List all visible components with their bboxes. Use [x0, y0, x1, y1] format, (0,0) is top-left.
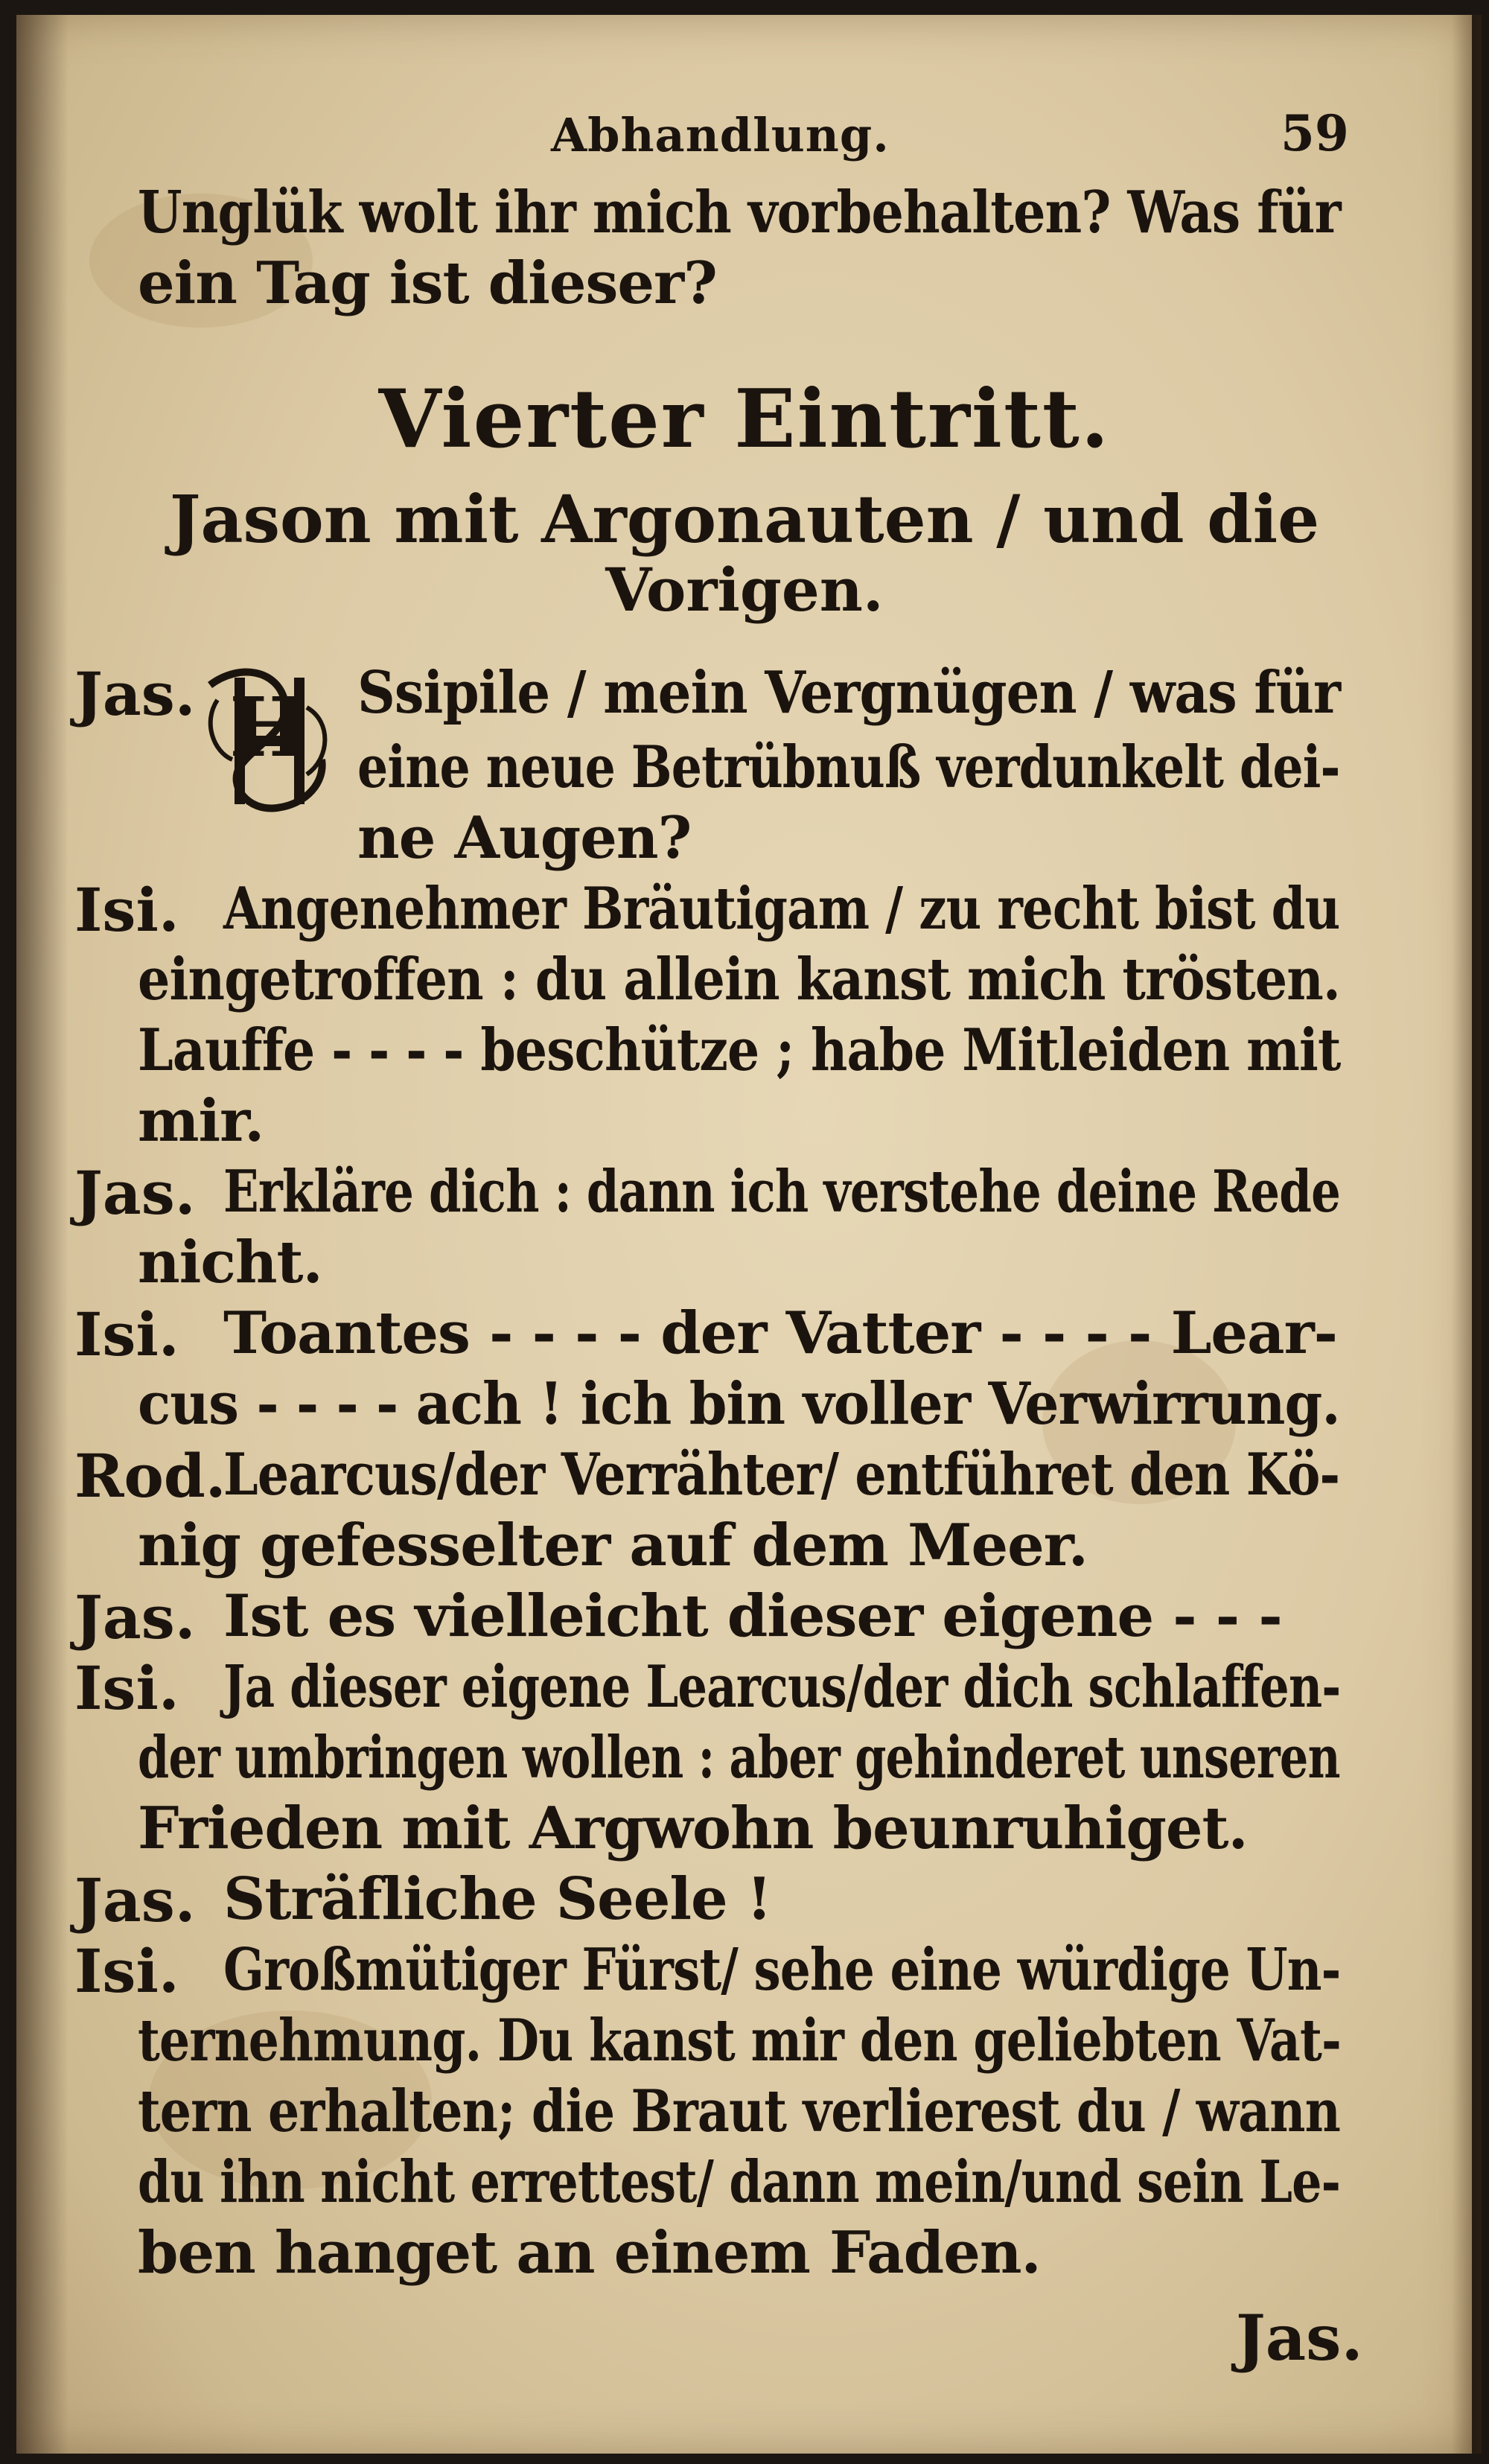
- dialogue-line: eine neue Betrübnuß verdunkelt dei-: [357, 733, 1340, 801]
- dialogue-line: Toantes - - - - der Vatter - - - - Lear-: [223, 1299, 1338, 1367]
- speaker-label: Jas.: [74, 659, 196, 729]
- speaker-label: Isi.: [74, 875, 179, 945]
- dialogue-line: Ssipile / mein Vergnügen / was für: [357, 659, 1341, 727]
- dialogue-line: tern erhalten; die Braut verlierest du / wann: [138, 2078, 1341, 2145]
- page-number: 59: [1281, 104, 1349, 162]
- text-line: ein Tag ist dieser?: [138, 249, 717, 317]
- decorated-initial: [195, 655, 344, 827]
- dialogue-line: Großmütiger Fürst/ sehe eine würdige Un-: [223, 1936, 1341, 2004]
- scene-cast-continued: Vorigen.: [605, 555, 884, 625]
- dialogue-line: nicht.: [138, 1229, 322, 1296]
- dialogue-line: Ja dieser eigene Learcus/der dich schlaffen-: [223, 1653, 1341, 1721]
- catchword: Jas.: [1236, 2301, 1363, 2375]
- dialogue-line: Frieden mit Argwohn beunruhiget.: [138, 1795, 1248, 1862]
- dialogue-line: der umbringen wollen : aber gehinderet unseren: [138, 1724, 1340, 1792]
- speaker-label: Jas.: [74, 1582, 196, 1652]
- dialogue-line: Lauffe - - - - beschütze ; habe Mitleiden mit: [138, 1016, 1341, 1084]
- speaker-label: Jas.: [74, 1158, 196, 1228]
- speaker-label: Isi.: [74, 1653, 179, 1723]
- dialogue-line: du ihn nicht errettest/ dann mein/und sein Le-: [138, 2148, 1341, 2216]
- dialogue-line: Sträfliche Seele !: [223, 1865, 772, 1933]
- speaker-label: Isi.: [74, 1936, 179, 2006]
- dialogue-line: ternehmung. Du kanst mir den geliebten Vat-: [138, 2007, 1342, 2075]
- text-line: Unglük wolt ihr mich vorbehalten? Was für: [138, 179, 1341, 246]
- speaker-label: Rod.: [74, 1441, 226, 1511]
- running-header-title: Abhandlung.: [551, 108, 890, 162]
- speaker-label: Isi.: [74, 1299, 179, 1369]
- dialogue-line: nig gefesselter auf dem Meer.: [138, 1512, 1088, 1579]
- dialogue-line: Angenehmer Bräutigam / zu recht bist du: [223, 875, 1340, 943]
- dialogue-line: Ist es vielleicht dieser eigene - - -: [223, 1582, 1282, 1650]
- initial-letter: H: [229, 679, 307, 775]
- scene-title: Vierter Eintritt.: [378, 372, 1111, 466]
- dialogue-line: Learcus/der Verrähter/ entführet den Kö-: [223, 1441, 1340, 1509]
- dialogue-line: Erkläre dich : dann ich verstehe deine Rede: [223, 1158, 1341, 1226]
- dialogue-line: ne Augen?: [357, 804, 692, 872]
- scene-cast: Jason mit Argonauten / und die: [169, 480, 1320, 558]
- speaker-label: Jas.: [74, 1865, 196, 1935]
- dialogue-line: mir.: [138, 1087, 264, 1155]
- dialogue-line: eingetroffen : du allein kanst mich trösten.: [138, 946, 1340, 1013]
- dialogue-line: ben hanget an einem Faden.: [138, 2219, 1041, 2287]
- dialogue-line: cus - - - - ach ! ich bin voller Verwirrung.: [138, 1370, 1340, 1438]
